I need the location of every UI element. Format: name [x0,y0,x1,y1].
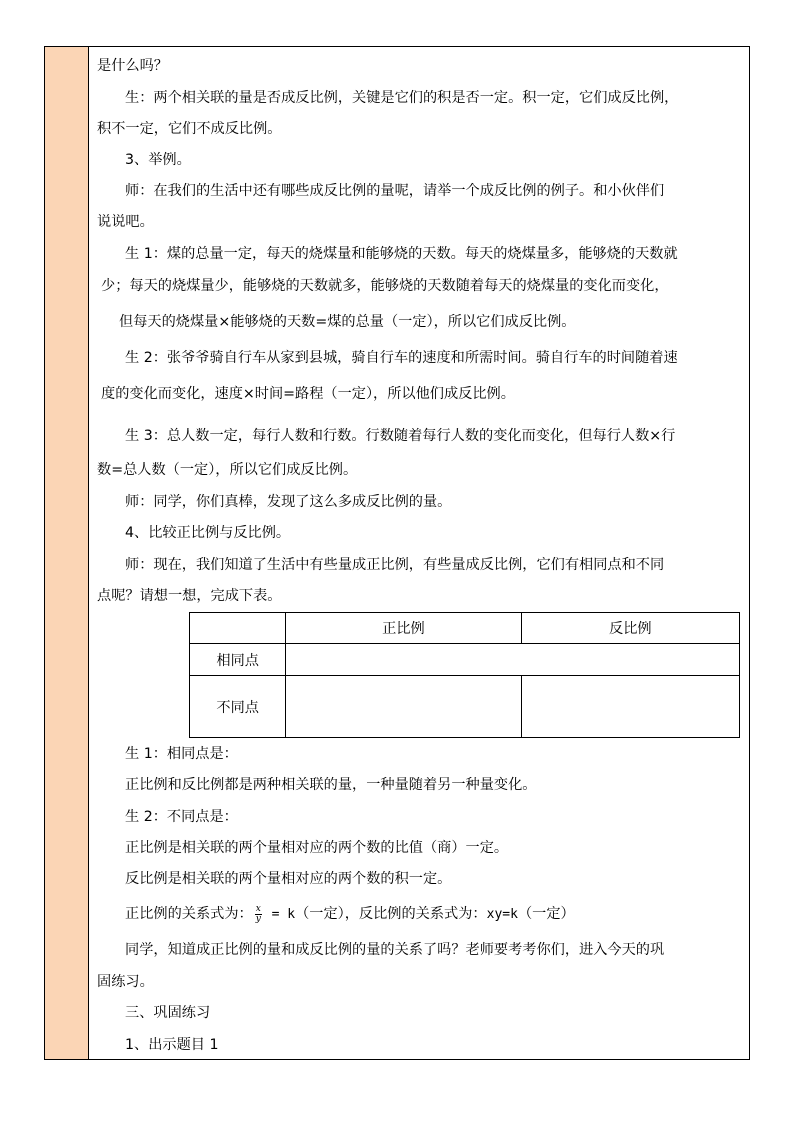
table-cell [286,676,521,738]
text-line: 生 3：总人数一定，每行人数和行数。行数随着每行人数的变化而变化，但每行人数×行 [125,428,676,444]
table-row [190,613,740,644]
fraction [255,905,262,924]
table-cell [190,613,286,644]
text-line: 说说吧。 [97,214,154,230]
text-line: 固练习。 [97,974,154,990]
text-line: 生 1：相同点是： [125,746,238,762]
table-cell [286,644,740,676]
text-line: 是什么吗？ [97,58,168,74]
formula-equals: = k [263,907,296,922]
text-line: 师：同学，你们真棒，发现了这么多成反比例的量。 [125,494,452,510]
table-row-label: 相同点 [190,644,286,676]
table-row [190,676,740,738]
formula-line [125,904,575,925]
side-column [45,47,89,1059]
section-heading: 三、巩固练习 [125,1005,211,1021]
table-row-label: 不同点 [190,676,286,738]
text-line: 度的变化而变化，速度×时间=路程（一定），所以他们成反比例。 [101,386,515,402]
table-cell [521,676,739,738]
table-header: 反比例 [521,613,739,644]
content-column [89,47,749,1059]
comparison-table [189,612,740,738]
text-line: 生 2：张爷爷骑自行车从家到县城，骑自行车的速度和所需时间。骑自行车的时间随着速 [125,350,678,366]
text-line: 生：两个相关联的量是否成反比例，关键是它们的积是否一定。积一定，它们成反比例， [125,90,679,106]
text-line: 数=总人数（一定），所以它们成反比例。 [97,462,358,478]
table-row [190,644,740,676]
text-line: 师：现在，我们知道了生活中有些量成正比例，有些量成反比例，它们有相同点和不同 [125,557,665,573]
formula-relation: xy=k [486,907,518,922]
formula-prefix: 正比例的关系式为： [125,906,253,922]
fraction-numerator: x [255,903,261,914]
formula-suffix: （一定） [517,906,575,922]
formula-middle: （一定），反比例的关系式为： [295,906,487,922]
text-line: 生 1：煤的总量一定，每天的烧煤量和能够烧的天数。每天的烧煤量多，能够烧的天数就 [125,246,678,262]
lesson-table-cell [44,46,750,1060]
text-line: 积不一定，它们不成反比例。 [97,121,282,137]
text-line: 生 2：不同点是： [125,809,238,825]
text-line: 反比例是相关联的两个量相对应的两个数的积一定。 [125,871,452,887]
fraction-denominator: y [255,913,261,924]
text-line: 1、出示题目 1 [125,1037,219,1053]
text-line: 少；每天的烧煤量少，能够烧的天数就多，能够烧的天数随着每天的烧煤量的变化而变化， [101,278,669,294]
text-line: 同学，知道成正比例的量和成反比例的量的关系了吗？老师要考考你们，进入今天的巩 [125,942,665,958]
text-line: 正比例是相关联的两个量相对应的两个数的比值（商）一定。 [125,840,509,856]
text-line: 3、举例。 [125,152,191,168]
text-line: 4、比较正比例与反比例。 [125,525,291,541]
text-line: 但每天的烧煤量×能够烧的天数=煤的总量（一定），所以它们成反比例。 [119,314,576,330]
text-line: 正比例和反比例都是两种相关联的量，一种量随着另一种量变化。 [125,777,537,793]
text-line: 师：在我们的生活中还有哪些成反比例的量呢，请举一个成反比例的例子。和小伙伴们 [125,183,665,199]
text-line: 点呢？请想一想，完成下表。 [97,588,282,604]
table-header: 正比例 [286,613,521,644]
